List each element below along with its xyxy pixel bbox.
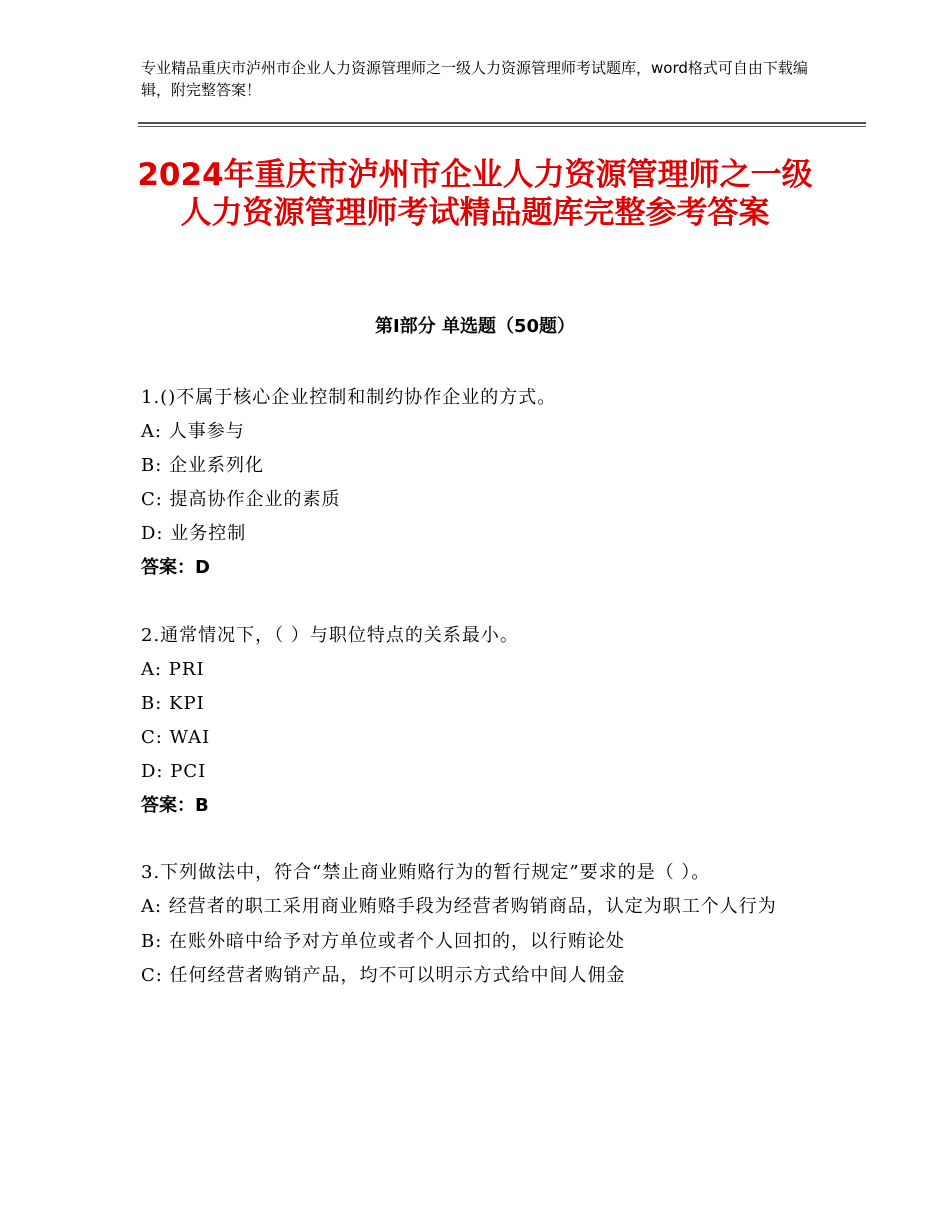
answer: 答案：D	[141, 557, 210, 578]
option-a: A: 经营者的职工采用商业贿赂手段为经营者购销商品，认定为职工个人行为	[141, 896, 777, 917]
question-list	[141, 381, 811, 1027]
document-title: 2024年重庆市泸州市企业人力资源管理师之一级人力资源管理师考试精品题库完整参考答案	[137, 157, 813, 231]
option-b: B: 企业系列化	[141, 455, 265, 476]
option-c: C: 提高协作企业的素质	[141, 489, 341, 510]
section-heading: 第Ⅰ部分 单选题（50题）	[374, 316, 575, 337]
answer: 答案：B	[141, 795, 209, 816]
option-c: C: WAI	[141, 727, 211, 748]
header-rule-thin	[138, 126, 866, 127]
header-rule-thick	[138, 122, 866, 124]
option-a: A: 人事参与	[141, 421, 245, 442]
question-3	[141, 857, 811, 993]
question-stem: 3.下列做法中，符合“禁止商业贿赂行为的暂行规定”要求的是（ ）。	[141, 862, 711, 883]
header-note: 专业精品重庆市泸州市企业人力资源管理师之一级人力资源管理师考试题库，word格式可自由下载编辑，附完整答案！	[141, 59, 808, 99]
option-d: D: PCI	[141, 761, 207, 782]
option-a: A: PRI	[141, 659, 205, 680]
question-2	[141, 619, 811, 823]
option-d: D: 业务控制	[141, 523, 247, 544]
option-b: B: KPI	[141, 693, 205, 714]
question-stem: 2.通常情况下，（ ）与职位特点的关系最小。	[141, 625, 519, 646]
question-1	[141, 381, 811, 585]
question-stem: 1.()不属于核心企业控制和制约协作企业的方式。	[141, 387, 557, 408]
option-c: C: 任何经营者购销产品，均不可以明示方式给中间人佣金	[141, 965, 626, 986]
option-b: B: 在账外暗中给予对方单位或者个人回扣的，以行贿论处	[141, 931, 626, 952]
